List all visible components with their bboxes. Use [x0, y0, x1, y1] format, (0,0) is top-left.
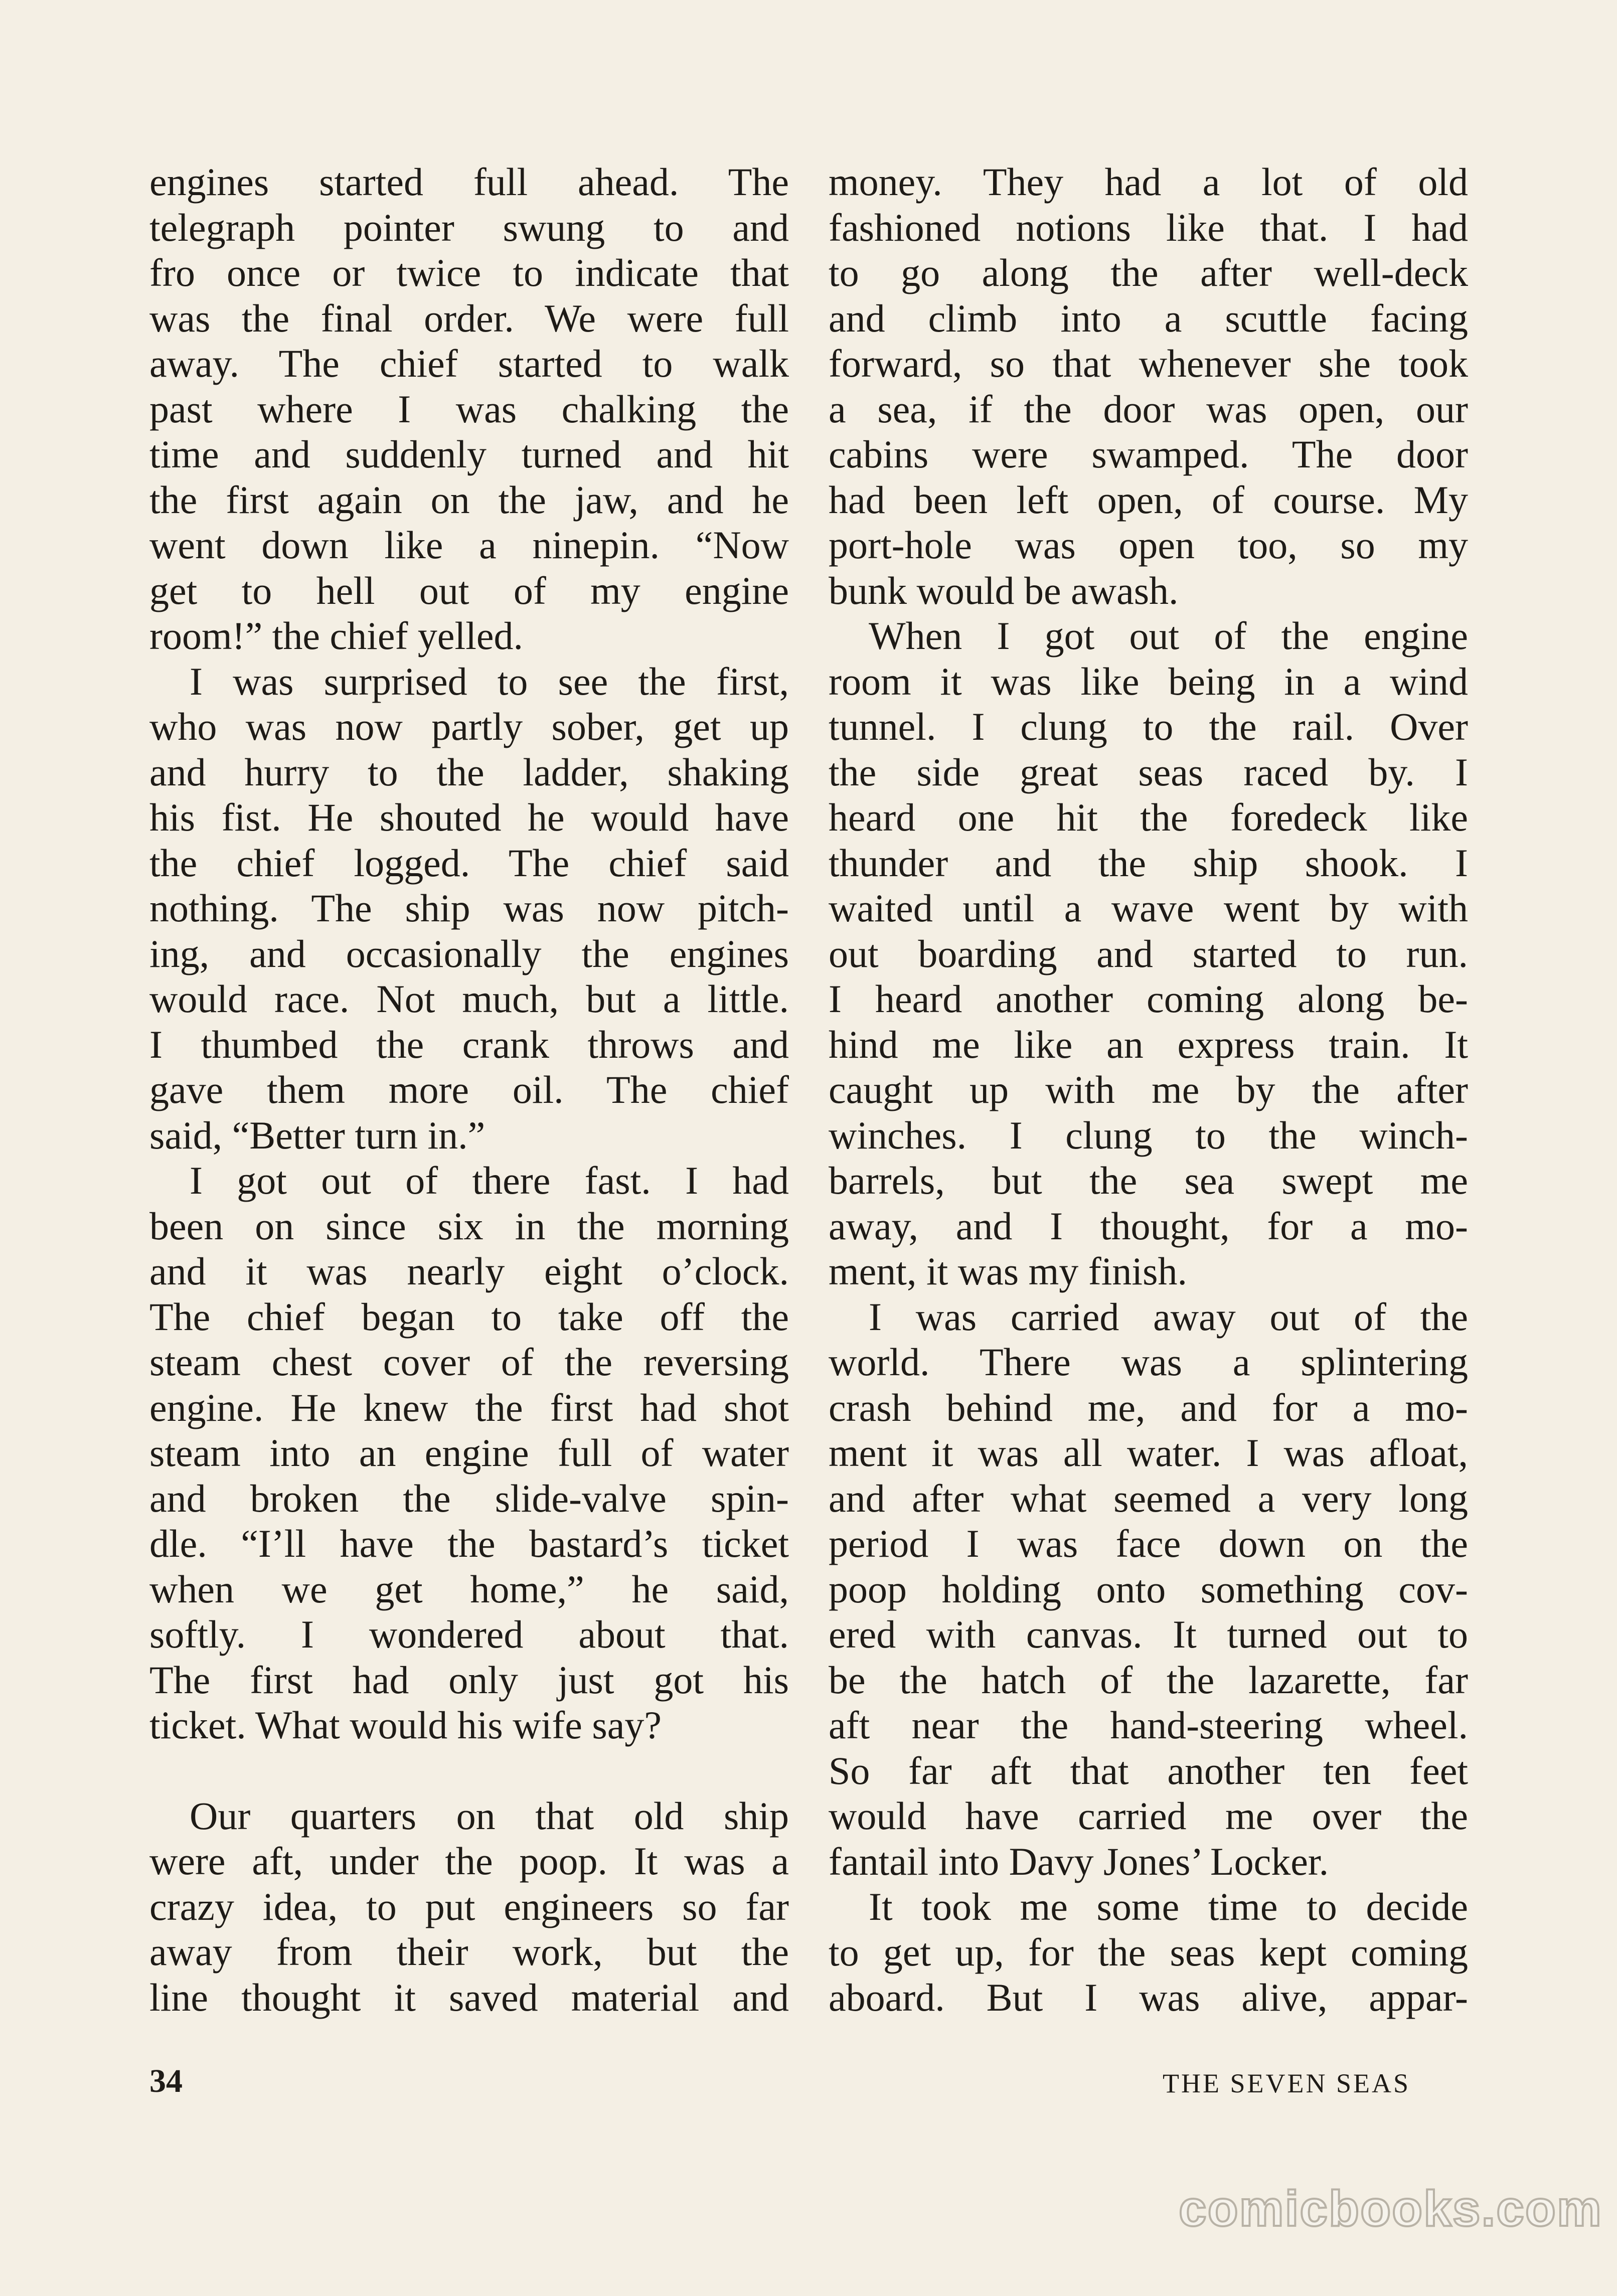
text-line: had been left open, of course. My [829, 477, 1468, 522]
text-line: hind me like an express train. It [829, 1022, 1468, 1066]
text-line: It took me some time to decide [869, 1885, 1468, 1928]
text-line: forward, so that whenever she took [829, 342, 1468, 385]
text-line: ment it was all water. I was afloat, [829, 1431, 1468, 1474]
left-column [149, 159, 789, 2020]
text-line: away, and I thought, for a mo- [829, 1204, 1468, 1248]
text-line: ing, and occasionally the engines [149, 931, 789, 975]
text-line: get to hell out of my engine [149, 568, 789, 612]
text-line: I was carried away out of the [869, 1294, 1468, 1339]
text-line: heard one hit the foredeck like [829, 795, 1468, 839]
text-line: his fist. He shouted he would have [149, 795, 789, 839]
text-line: fantail into Davy Jones’ Locker. [829, 1839, 1329, 1883]
text-line: away from their work, but the [149, 1930, 789, 1974]
text-line: and hurry to the ladder, shaking [149, 750, 789, 794]
text-line: softly. I wondered about that. [149, 1612, 789, 1656]
text-line: and it was nearly eight o’clock. [149, 1249, 789, 1293]
page-number: 34 [149, 2063, 183, 2099]
text-line: line thought it saved material and [149, 1975, 789, 2019]
text-line: fashioned notions like that. I had [829, 205, 1468, 249]
watermark-text: comicbooks.com [1179, 2181, 1602, 2237]
text-line: engine. He knew the first had shot [149, 1385, 789, 1429]
text-line: steam into an engine full of water [149, 1431, 789, 1474]
text-line: thunder and the ship shook. I [829, 841, 1468, 885]
text-line: the first again on the jaw, and he [149, 477, 789, 522]
text-line: and after what seemed a very long [829, 1476, 1468, 1520]
right-column [829, 159, 1468, 2021]
text-line: When I got out of the engine [869, 614, 1468, 658]
text-line: world. There was a splintering [829, 1340, 1468, 1384]
text-line: went down like a ninepin. “Now [149, 523, 789, 567]
text-line: when we get home,” he said, [149, 1567, 789, 1611]
text-line: tunnel. I clung to the rail. Over [829, 705, 1468, 748]
text-line: past where I was chalking the [149, 387, 789, 431]
text-line: I thumbed the crank throws and [149, 1022, 789, 1066]
text-line: crash behind me, and for a mo- [829, 1385, 1468, 1429]
text-line: dle. “I’ll have the bastard’s ticket [149, 1522, 789, 1565]
text-line: Our quarters on that old ship [190, 1793, 789, 1838]
text-line: out boarding and started to run. [829, 931, 1468, 975]
text-line: period I was face down on the [829, 1522, 1468, 1565]
text-line: would race. Not much, but a little. [149, 977, 789, 1021]
text-line: The first had only just got his [149, 1658, 789, 1702]
text-line: said, “Better turn in.” [149, 1113, 486, 1157]
text-line: caught up with me by the after [829, 1068, 1468, 1111]
text-line: and climb into a scuttle facing [829, 296, 1468, 340]
text-line: fro once or twice to indicate that [149, 251, 789, 294]
text-line: would have carried me over the [829, 1794, 1468, 1838]
text-line: the chief logged. The chief said [149, 841, 789, 885]
section-break [149, 1748, 789, 1793]
text-line: crazy idea, to put engineers so far [149, 1884, 789, 1928]
text-line: and broken the slide-valve spin- [149, 1476, 789, 1520]
text-line: port-hole was open too, so my [829, 523, 1468, 567]
text-line: room it was like being in a wind [829, 659, 1468, 703]
text-line: So far aft that another ten feet [829, 1748, 1468, 1792]
text-line: were aft, under the poop. It was a [149, 1839, 789, 1883]
text-line: aboard. But I was alive, appar- [829, 1976, 1468, 2019]
text-line: time and suddenly turned and hit [149, 432, 789, 476]
text-line: barrels, but the sea swept me [829, 1159, 1468, 1202]
text-line: ered with canvas. It turned out to [829, 1612, 1468, 1656]
text-line: I got out of there fast. I had [190, 1159, 789, 1202]
text-line: telegraph pointer swung to and [149, 205, 789, 249]
text-line: the side great seas raced by. I [829, 750, 1468, 794]
text-line: cabins were swamped. The door [829, 432, 1468, 476]
text-line: who was now partly sober, get up [149, 705, 789, 748]
text-line: poop holding onto something cov- [829, 1567, 1468, 1611]
text-line: be the hatch of the lazarette, far [829, 1658, 1468, 1702]
text-line: waited until a wave went by with [829, 886, 1468, 930]
watermark-logo [1179, 2181, 1602, 2237]
text-line: gave them more oil. The chief [149, 1068, 789, 1111]
text-line: room!” the chief yelled. [149, 614, 523, 658]
text-line: money. They had a lot of old [829, 160, 1468, 204]
text-line: away. The chief started to walk [149, 342, 789, 385]
text-line: engines started full ahead. The [149, 160, 789, 204]
text-line: ticket. What would his wife say? [149, 1703, 662, 1747]
text-line: to go along the after well-deck [829, 251, 1468, 294]
text-line: aft near the hand-steering wheel. [829, 1703, 1468, 1747]
text-line: winches. I clung to the winch- [829, 1113, 1468, 1157]
text-line: I heard another coming along be- [829, 977, 1468, 1021]
text-line: steam chest cover of the reversing [149, 1340, 789, 1384]
text-line: ment, it was my finish. [829, 1249, 1187, 1293]
magazine-title: THE SEVEN SEAS [1163, 2068, 1411, 2098]
text-line: was the final order. We were full [149, 296, 789, 340]
text-line: nothing. The ship was now pitch- [149, 886, 789, 930]
text-line: I was surprised to see the first, [190, 659, 789, 703]
text-line: a sea, if the door was open, our [829, 387, 1468, 431]
text-line: bunk would be awash. [829, 568, 1179, 612]
text-line: been on since six in the morning [149, 1204, 789, 1248]
text-line: The chief began to take off the [149, 1294, 789, 1339]
text-line: to get up, for the seas kept coming [829, 1930, 1468, 1974]
